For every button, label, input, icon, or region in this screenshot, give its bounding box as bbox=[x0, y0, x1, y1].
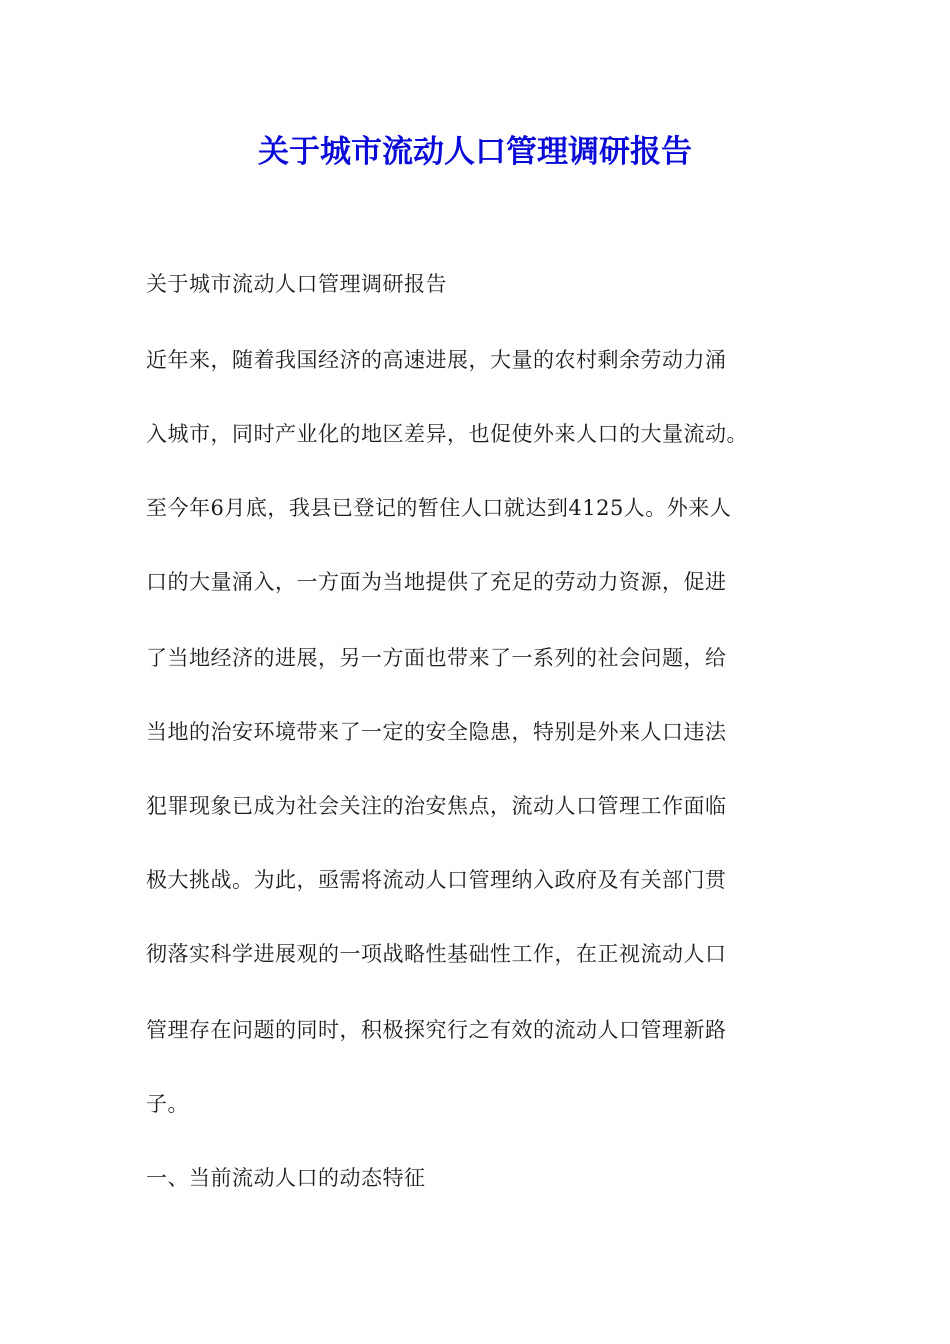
body-line: 子。 bbox=[146, 1092, 189, 1116]
body-line: 口的大量涌入，一方面为当地提供了充足的劳动力资源，促进 bbox=[146, 570, 727, 594]
document-subtitle: 关于城市流动人口管理调研报告 bbox=[146, 272, 447, 296]
body-line: 当地的治安环境带来了一定的安全隐患，特别是外来人口违法 bbox=[146, 720, 727, 744]
section-heading: 一、当前流动人口的动态特征 bbox=[146, 1166, 426, 1190]
body-line: 犯罪现象已成为社会关注的治安焦点，流动人口管理工作面临 bbox=[146, 794, 727, 818]
body-line: 近年来，随着我国经济的高速进展，大量的农村剩余劳动力涌 bbox=[146, 348, 727, 372]
body-line: 管理存在问题的同时，积极探究行之有效的流动人口管理新路 bbox=[146, 1018, 727, 1042]
body-line: 入城市，同时产业化的地区差异，也促使外来人口的大量流动。 bbox=[146, 422, 748, 446]
body-line: 极大挑战。为此，亟需将流动人口管理纳入政府及有关部门贯 bbox=[146, 868, 727, 892]
body-line: 了当地经济的进展，另一方面也带来了一系列的社会问题，给 bbox=[146, 646, 727, 670]
document-title: 关于城市流动人口管理调研报告 bbox=[258, 134, 692, 170]
body-line: 至今年6月底，我县已登记的暂住人口就达到4125人。外来人 bbox=[146, 496, 732, 520]
body-line: 彻落实科学进展观的一项战略性基础性工作，在正视流动人口 bbox=[146, 942, 727, 966]
